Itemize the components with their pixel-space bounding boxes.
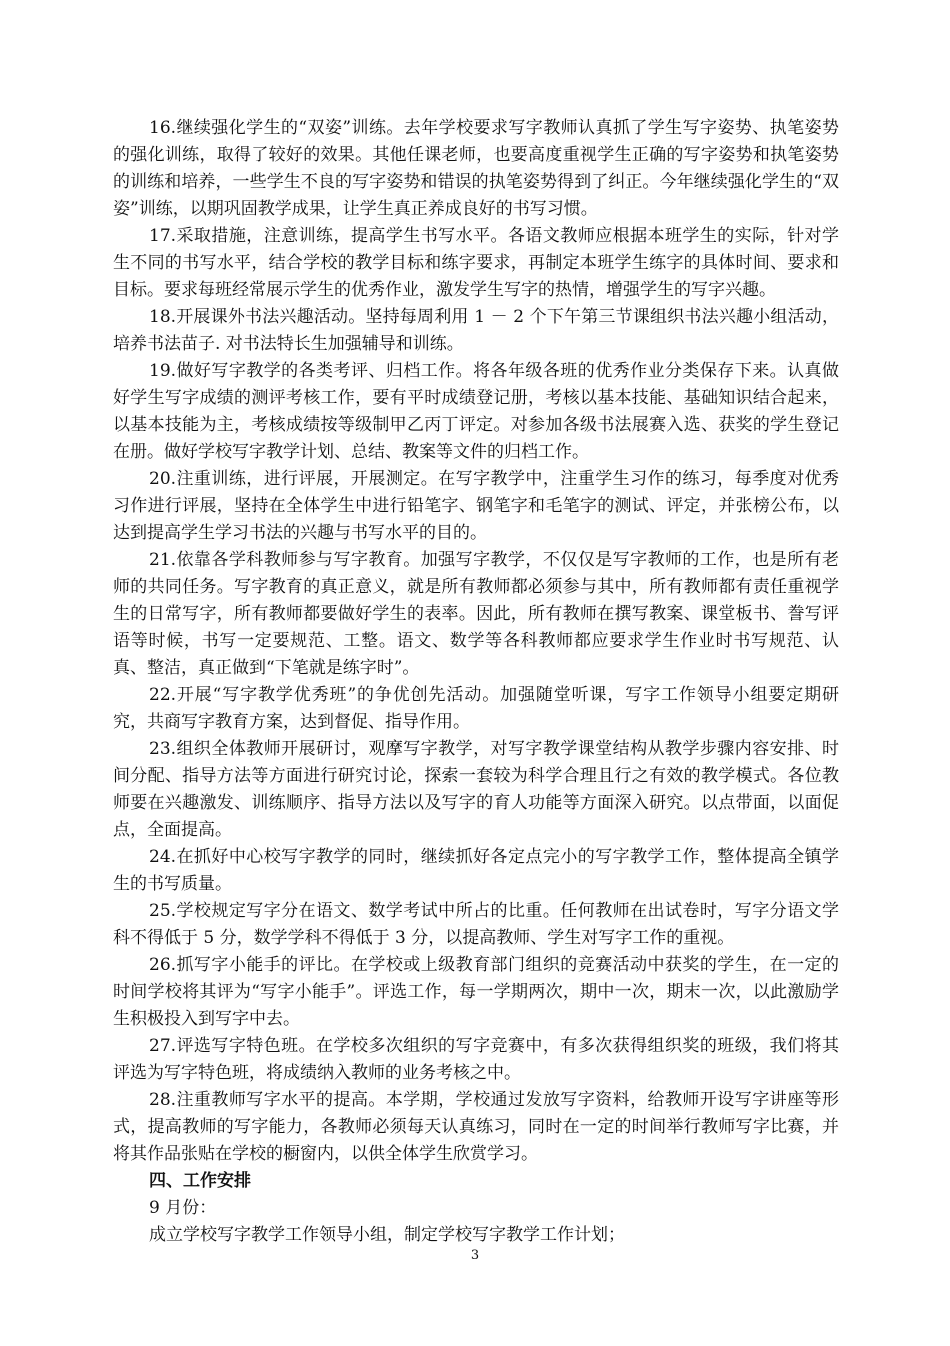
paragraph-27: 27.评选写字特色班。在学校多次组织的写字竞赛中，有多次获得组织奖的班级，我们将其评选为写字特色班，将成绩纳入教师的业务考核之中。 [113,1036,839,1083]
month-item: 成立学校写字教学工作领导小组，制定学校写字教学工作计划； [149,1225,625,1245]
paragraph-16: 16.继续强化学生的“双姿”训练。去年学校要求写字教师认真抓了学生写字姿势、执笔姿势的强化训练，取得了较好的效果。其他任课老师，也要高度重视学生正确的写字姿势和执笔姿势的训练和培养，一些学生不良的写字姿势和错误的执笔姿势得到了纠正。今年继续强化学生的“双姿”训练，以期巩固教学成果，让学生真正养成良好的书写习惯。 [113,118,839,219]
paragraph-20: 20.注重训练，进行评展，开展测定。在写字教学中，注重学生习作的练习，每季度对优秀习作进行评展，坚持在全体学生中进行铅笔字、钢笔字和毛笔字的测试、评定，并张榜公布，以达到提高学生学习书法的兴趣与书写水平的目的。 [113,469,839,543]
paragraph-18: 18.开展课外书法兴趣活动。坚持每周利用 1 － 2 个下午第三节课组织书法兴趣小组活动，培养书法苗子. 对书法特长生加强辅导和训练。 [113,307,839,354]
month-label: 9 月份： [149,1198,217,1218]
document-body [113,115,839,1249]
section-heading: 四、工作安排 [149,1171,251,1191]
paragraph-26: 26.抓写字小能手的评比。在学校或上级教育部门组织的竞赛活动中获奖的学生，在一定的时间学校将其评为“写字小能手”。评选工作，每一学期两次，期中一次，期末一次，以此激励学生积极投入到写字中去。 [113,955,839,1029]
paragraph-17: 17.采取措施，注意训练，提高学生书写水平。各语文教师应根据本班学生的实际，针对学生不同的书写水平，结合学校的教学目标和练字要求，再制定本班学生练字的具体时间、要求和目标。要求每班经常展示学生的优秀作业，激发学生写字的热情，增强学生的写字兴趣。 [113,226,839,300]
paragraph-22: 22.开展“写字教学优秀班”的争优创先活动。加强随堂听课，写字工作领导小组要定期研究，共商写字教育方案，达到督促、指导作用。 [113,685,839,732]
paragraph-19: 19.做好写字教学的各类考评、归档工作。将各年级各班的优秀作业分类保存下来。认真做好学生写字成绩的测评考核工作，要有平时成绩登记册，考核以基本技能、基础知识结合起来，以基本技能为主，考核成绩按等级制甲乙丙丁评定。对参加各级书法展赛入选、获奖的学生登记在册。做好学校写字教学计划、总结、教案等文件的归档工作。 [113,361,839,462]
paragraph-23: 23.组织全体教师开展研讨，观摩写字教学，对写字教学课堂结构从教学步骤内容安排、时间分配、指导方法等方面进行研究讨论，探索一套较为科学合理且行之有效的教学模式。各位教师要在兴趣激发、训练顺序、指导方法以及写字的育人功能等方面深入研究。以点带面，以面促点，全面提高。 [113,739,839,840]
page-number: 3 [470,1248,480,1263]
paragraph-28: 28.注重教师写字水平的提高。本学期，学校通过发放写字资料，给教师开设写字讲座等形式，提高教师的写字能力，各教师必须每天认真练习，同时在一定的时间举行教师写字比赛，并将其作品张贴在学校的橱窗内，以供全体学生欣赏学习。 [113,1090,839,1164]
paragraph-25: 25.学校规定写字分在语文、数学考试中所占的比重。任何教师在出试卷时，写字分语文学科不得低于 5 分，数学学科不得低于 3 分，以提高教师、学生对写字工作的重视。 [113,901,839,948]
paragraph-21: 21.依靠各学科教师参与写字教育。加强写字教学，不仅仅是写字教师的工作，也是所有老师的共同任务。写字教育的真正意义，就是所有教师都必须参与其中，所有教师都有责任重视学生的日常写字，所有教师都要做好学生的表率。因此，所有教师在撰写教案、课堂板书、誊写评语等时候，书写一定要规范、工整。语文、数学等各科教师都应要求学生作业时书写规范、认真、整洁，真正做到“下笔就是练字时”。 [113,550,839,678]
paragraph-24: 24.在抓好中心校写字教学的同时，继续抓好各定点完小的写字教学工作，整体提高全镇学生的书写质量。 [113,847,839,894]
